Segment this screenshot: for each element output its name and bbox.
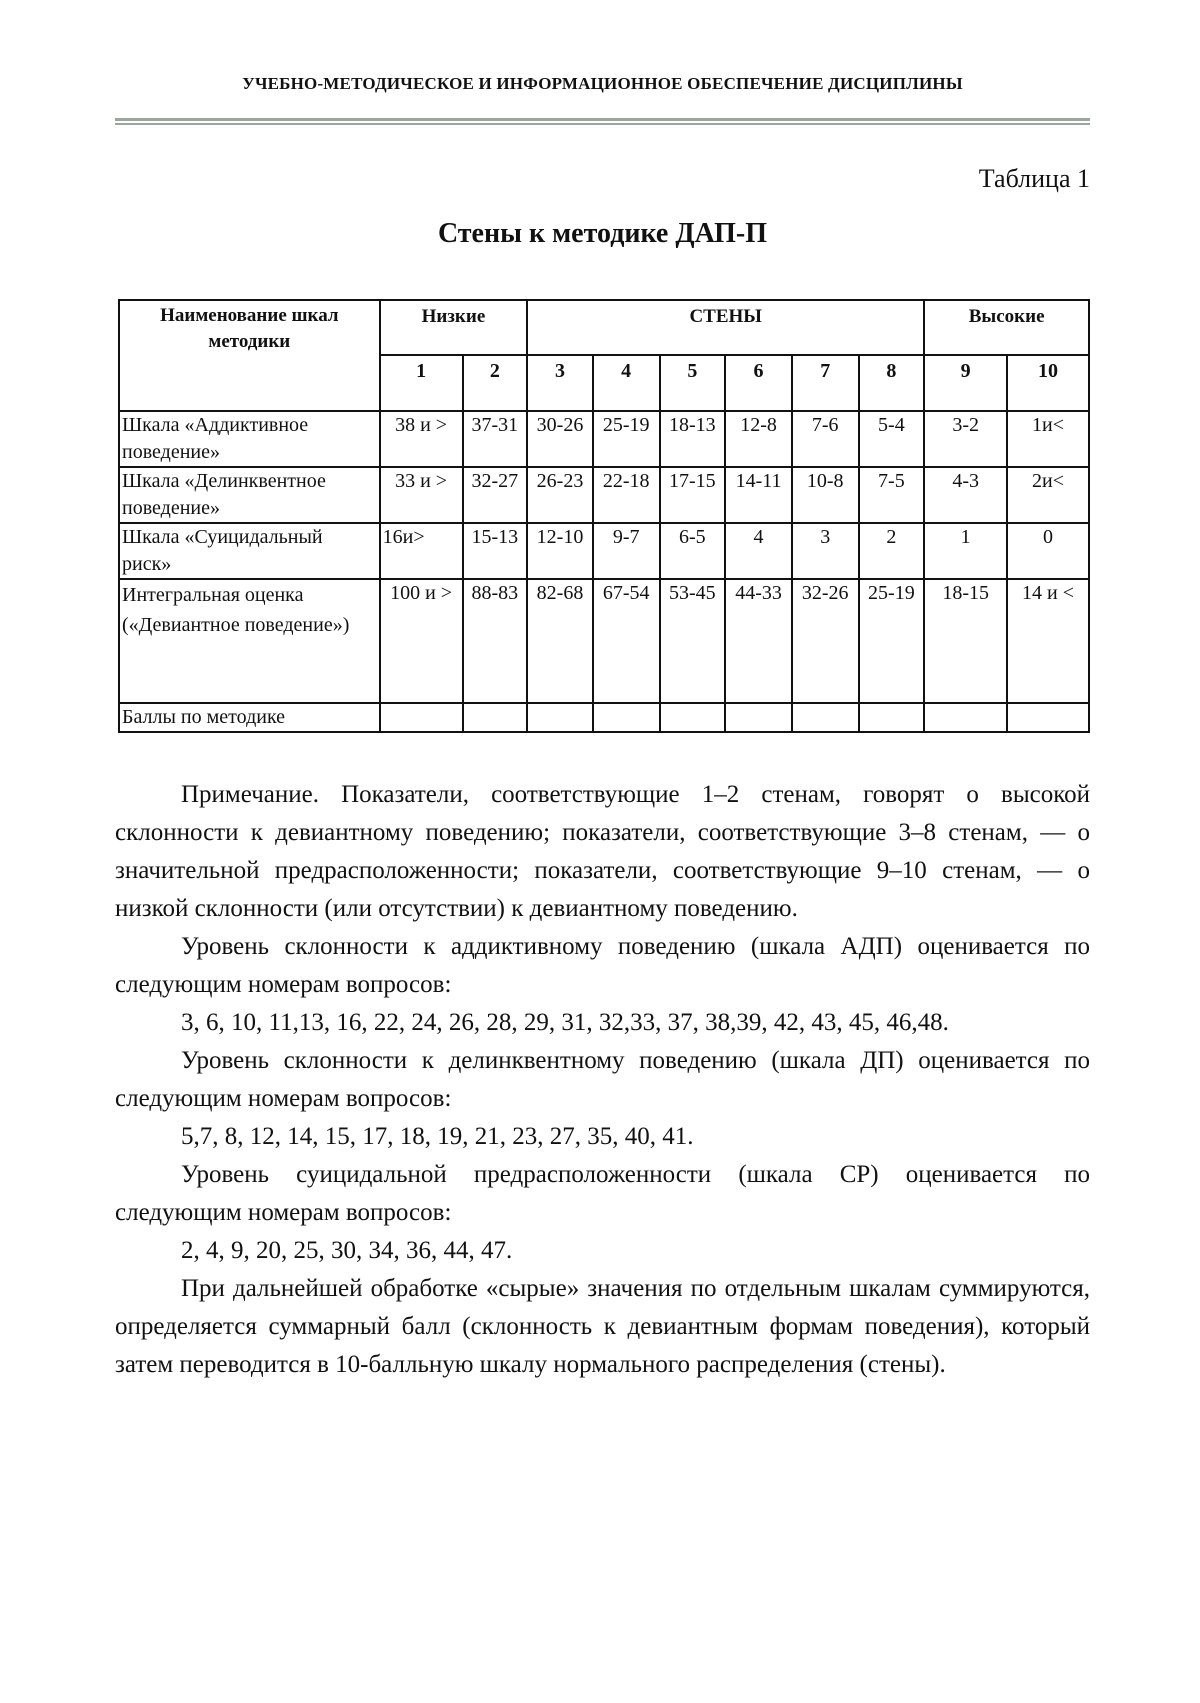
sten-value-cell: 5-4 bbox=[859, 411, 925, 467]
score-entry-cell bbox=[1007, 703, 1089, 732]
sten-value-cell: 9-7 bbox=[593, 523, 660, 579]
note-paragraph: Примечание. Показатели, соответствующие 1–2 стенам, говорят о высокой склонности к девиантному поведению; показатели, соответствующие 3–8 стенам, — о значительной предрасположенности; показатели, соответствующие 9–10 стенам, — о низкой склонности (или отсутствии) к девиантному поведению. bbox=[115, 781, 1090, 922]
sten-value-cell: 16и> bbox=[380, 523, 463, 579]
score-entry-cell bbox=[792, 703, 859, 732]
sr-scale-paragraph: Уровень суицидальной предрасположенности (шкала СР) оценивается по следующим номерам вопросов: bbox=[115, 1161, 1090, 1226]
sten-number: 4 bbox=[593, 355, 660, 411]
sten-value-cell: 4-3 bbox=[924, 467, 1007, 523]
scale-name-cell: Шкала «Аддиктивное поведение» bbox=[119, 411, 380, 467]
sten-value-cell: 4 bbox=[725, 523, 792, 579]
sten-number: 7 bbox=[792, 355, 859, 411]
sten-number: 3 bbox=[527, 355, 593, 411]
running-header: УЧЕБНО-МЕТОДИЧЕСКОЕ И ИНФОРМАЦИОННОЕ ОБЕСПЕЧЕНИЕ ДИСЦИПЛИНЫ bbox=[242, 74, 963, 93]
table-row-delinquent bbox=[119, 467, 1089, 523]
table-row-integral bbox=[119, 579, 1089, 703]
sten-value-cell: 30-26 bbox=[527, 411, 593, 467]
sten-number: 1 bbox=[380, 355, 463, 411]
sten-value-cell: 0 bbox=[1007, 523, 1089, 579]
score-entry-cell bbox=[593, 703, 660, 732]
sten-value-cell: 7-5 bbox=[859, 467, 925, 523]
high-group-header: Высокие bbox=[924, 300, 1089, 355]
score-entry-cell bbox=[380, 703, 463, 732]
sten-value-cell: 22-18 bbox=[593, 467, 660, 523]
score-entry-cell bbox=[527, 703, 593, 732]
low-group-header: Низкие bbox=[380, 300, 528, 355]
group-header-row bbox=[119, 300, 1089, 355]
sten-value-cell: 6-5 bbox=[660, 523, 726, 579]
sten-value-cell: 18-13 bbox=[660, 411, 726, 467]
table-row-addictive bbox=[119, 411, 1089, 467]
sten-value-cell: 25-19 bbox=[859, 579, 925, 703]
sten-value-cell: 2 bbox=[859, 523, 925, 579]
scale-name-cell: Шкала «Делинквентное поведение» bbox=[119, 467, 380, 523]
score-entry-cell bbox=[859, 703, 925, 732]
sten-number: 9 bbox=[924, 355, 1007, 411]
sten-number: 8 bbox=[859, 355, 925, 411]
sten-number: 6 bbox=[725, 355, 792, 411]
sten-number: 5 bbox=[660, 355, 726, 411]
sten-value-cell: 7-6 bbox=[792, 411, 859, 467]
score-entry-cell bbox=[725, 703, 792, 732]
sten-value-cell: 3-2 bbox=[924, 411, 1007, 467]
score-entry-cell bbox=[660, 703, 726, 732]
sten-value-cell: 33 и > bbox=[380, 467, 463, 523]
score-entry-cell bbox=[463, 703, 528, 732]
processing-paragraph: При дальнейшей обработке «сырые» значения по отдельным шкалам суммируются, определяется суммарный балл (склонность к девиантным формам поведения), который затем переводится в 10-балльную шкалу нормального распределения (стены). bbox=[115, 1275, 1090, 1378]
table-row-suicidal bbox=[119, 523, 1089, 579]
scale-name-cell: Шкала «Суицидальный риск» bbox=[119, 523, 380, 579]
sten-value-cell: 38 и > bbox=[380, 411, 463, 467]
sten-value-cell: 32-26 bbox=[792, 579, 859, 703]
scale-name-cell: Интегральная оценка («Девиантное поведение») bbox=[119, 579, 380, 703]
sten-value-cell: 67-54 bbox=[593, 579, 660, 703]
sten-value-cell: 25-19 bbox=[593, 411, 660, 467]
sten-value-cell: 18-15 bbox=[924, 579, 1007, 703]
sten-value-cell: 88-83 bbox=[463, 579, 528, 703]
sten-value-cell: 32-27 bbox=[463, 467, 528, 523]
sten-value-cell: 3 bbox=[792, 523, 859, 579]
table-row-scores bbox=[119, 703, 1089, 732]
sten-value-cell: 10-8 bbox=[792, 467, 859, 523]
sten-value-cell: 100 и > bbox=[380, 579, 463, 703]
scale-name-header: Наименование шкал методики bbox=[119, 300, 380, 411]
sten-value-cell: 82-68 bbox=[527, 579, 593, 703]
sten-value-cell: 26-23 bbox=[527, 467, 593, 523]
table-title: Стены к методике ДАП-П bbox=[437, 218, 768, 249]
sten-value-cell: 12-8 bbox=[725, 411, 792, 467]
adp-scale-paragraph: Уровень склонности к аддиктивному поведению (шкала АДП) оценивается по следующим номерам вопросов: bbox=[115, 933, 1090, 998]
sten-value-cell: 1и< bbox=[1007, 411, 1089, 467]
sten-value-cell: 37-31 bbox=[463, 411, 528, 467]
score-entry-cell bbox=[924, 703, 1007, 732]
sten-value-cell: 17-15 bbox=[660, 467, 726, 523]
sten-value-cell: 14-11 bbox=[725, 467, 792, 523]
scores-row-label: Баллы по методике bbox=[119, 703, 380, 732]
sten-value-cell: 53-45 bbox=[660, 579, 726, 703]
sten-number: 2 bbox=[463, 355, 528, 411]
sten-value-cell: 44-33 bbox=[725, 579, 792, 703]
sten-value-cell: 1 bbox=[924, 523, 1007, 579]
sten-value-cell: 12-10 bbox=[527, 523, 593, 579]
body-text bbox=[115, 776, 1090, 1384]
header-divider bbox=[115, 118, 1090, 125]
sten-number: 10 bbox=[1007, 355, 1089, 411]
dp-scale-paragraph: Уровень склонности к делинквентному поведению (шкала ДП) оценивается по следующим номерам вопросов: bbox=[115, 1047, 1090, 1112]
sten-value-cell: 14 и < bbox=[1007, 579, 1089, 703]
dp-question-numbers: 5,7, 8, 12, 14, 15, 17, 18, 19, 21, 23, 27, 35, 40, 41. bbox=[181, 1123, 694, 1150]
adp-question-numbers: 3, 6, 10, 11,13, 16, 22, 24, 26, 28, 29, 31, 32,33, 37, 38,39, 42, 43, 45, 46,48. bbox=[181, 1009, 949, 1036]
sten-value-cell: 2и< bbox=[1007, 467, 1089, 523]
stens-group-header: СТЕНЫ bbox=[527, 300, 924, 355]
sten-value-cell: 15-13 bbox=[463, 523, 528, 579]
sr-question-numbers: 2, 4, 9, 20, 25, 30, 34, 36, 44, 47. bbox=[181, 1237, 513, 1264]
stens-table bbox=[118, 299, 1090, 733]
table-number: Таблица 1 bbox=[978, 164, 1090, 193]
